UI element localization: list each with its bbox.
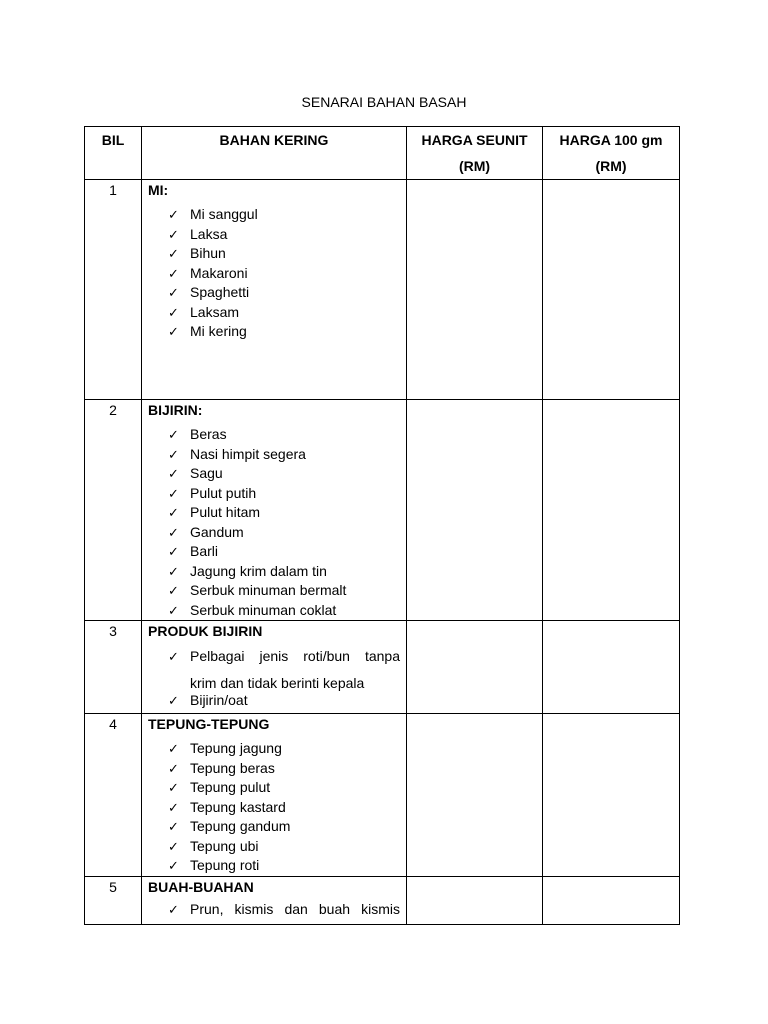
list-item: ✓ Laksam bbox=[168, 303, 406, 323]
list-item: ✓ Nasi himpit segera bbox=[168, 445, 406, 465]
list-item: ✓ Spaghetti bbox=[168, 283, 406, 303]
list-item: ✓ Tepung kastard bbox=[168, 798, 406, 818]
list-item: ✓ Bihun bbox=[168, 244, 406, 264]
check-icon: ✓ bbox=[168, 446, 179, 462]
list-item: ✓ Serbuk minuman coklat bbox=[168, 601, 406, 621]
check-icon: ✓ bbox=[168, 324, 179, 339]
check-icon: ✓ bbox=[168, 693, 179, 708]
check-icon: ✓ bbox=[168, 649, 179, 664]
list-item: ✓ Laksa bbox=[168, 225, 406, 245]
category-cell bbox=[142, 714, 407, 877]
list-item: ✓ Tepung gandum bbox=[168, 817, 406, 837]
list-item: ✓ Mi kering bbox=[168, 322, 406, 342]
table-row bbox=[85, 400, 680, 621]
list-item: ✓ Tepung roti bbox=[168, 856, 406, 876]
row-number: 2 bbox=[85, 400, 142, 621]
category-cell bbox=[142, 621, 407, 714]
list-item: ✓ Bijirin/oat bbox=[168, 691, 406, 711]
table-row bbox=[85, 714, 680, 877]
ingredient-table bbox=[84, 126, 680, 925]
row-number: 1 bbox=[85, 180, 142, 400]
category-label: BIJIRIN: bbox=[148, 402, 203, 418]
check-icon: ✓ bbox=[168, 602, 179, 618]
check-icon: ✓ bbox=[168, 466, 179, 481]
check-icon: ✓ bbox=[168, 505, 179, 520]
harga-100gm-cell[interactable] bbox=[543, 876, 680, 924]
harga-seunit-cell[interactable] bbox=[407, 876, 543, 924]
check-icon: ✓ bbox=[168, 485, 179, 501]
harga-seunit-cell[interactable] bbox=[407, 180, 543, 400]
row-number: 3 bbox=[85, 621, 142, 714]
header-bahan-kering: BAHAN KERING bbox=[142, 127, 407, 180]
category-label: PRODUK BIJIRIN bbox=[148, 623, 263, 639]
check-icon: ✓ bbox=[168, 901, 179, 917]
harga-seunit-cell[interactable] bbox=[407, 400, 543, 621]
check-icon: ✓ bbox=[168, 583, 179, 598]
header-harga-100gm: HARGA 100 gm (RM) bbox=[543, 127, 680, 180]
table-header-row bbox=[85, 127, 680, 180]
item-list bbox=[142, 205, 406, 342]
category-cell bbox=[142, 400, 407, 621]
harga-100gm-cell[interactable] bbox=[543, 400, 680, 621]
check-icon: ✓ bbox=[168, 819, 179, 834]
list-item: ✓ Makaroni bbox=[168, 264, 406, 284]
item-list bbox=[142, 900, 406, 920]
category-label: MI: bbox=[148, 182, 169, 198]
harga-100gm-cell[interactable] bbox=[543, 180, 680, 400]
check-icon: ✓ bbox=[168, 741, 179, 756]
list-item: ✓ Pulut putih bbox=[168, 484, 406, 504]
item-list bbox=[142, 425, 406, 620]
row-number: 5 bbox=[85, 876, 142, 924]
harga-100gm-cell[interactable] bbox=[543, 714, 680, 877]
list-item: ✓ Tepung jagung bbox=[168, 739, 406, 759]
page-title: SENARAI BAHAN BASAH bbox=[301, 94, 467, 110]
category-cell bbox=[142, 180, 407, 400]
table-row bbox=[85, 180, 680, 400]
item-list bbox=[142, 739, 406, 876]
category-label: BUAH-BUAHAN bbox=[148, 878, 254, 895]
list-item: ✓ Tepung beras bbox=[168, 759, 406, 779]
harga-seunit-cell[interactable] bbox=[407, 621, 543, 714]
check-icon: ✓ bbox=[168, 246, 179, 261]
check-icon: ✓ bbox=[168, 207, 179, 222]
check-icon: ✓ bbox=[168, 524, 179, 540]
list-item: ✓ Pulut hitam bbox=[168, 503, 406, 523]
list-item: ✓ Sagu bbox=[168, 464, 406, 484]
harga-100gm-cell[interactable] bbox=[543, 621, 680, 714]
list-item: ✓ Barli bbox=[168, 542, 406, 562]
list-item: ✓ Mi sanggul bbox=[168, 205, 406, 225]
list-item: ✓ Jagung krim dalam tin bbox=[168, 562, 406, 582]
check-icon: ✓ bbox=[168, 780, 179, 795]
table-row bbox=[85, 876, 680, 924]
row-number: 4 bbox=[85, 714, 142, 877]
check-icon: ✓ bbox=[168, 858, 179, 873]
check-icon: ✓ bbox=[168, 427, 179, 442]
list-item: ✓ Beras bbox=[168, 425, 406, 445]
check-icon: ✓ bbox=[168, 760, 179, 776]
list-item: ✓ Serbuk minuman bermalt bbox=[168, 581, 406, 601]
header-bil: BIL bbox=[85, 127, 142, 180]
check-icon: ✓ bbox=[168, 226, 179, 242]
check-icon: ✓ bbox=[168, 544, 179, 559]
category-label: TEPUNG-TEPUNG bbox=[148, 716, 270, 732]
list-item: ✓ Prun, kismis dan buah kismis bbox=[168, 900, 406, 920]
harga-seunit-cell[interactable] bbox=[407, 714, 543, 877]
check-icon: ✓ bbox=[168, 304, 179, 320]
item-list bbox=[142, 643, 406, 711]
list-item: ✓ Pelbagai jenis roti/bun tanpa krim dan tidak berinti kepala bbox=[168, 643, 406, 697]
check-icon: ✓ bbox=[168, 838, 179, 854]
check-icon: ✓ bbox=[168, 265, 179, 281]
list-item: ✓ Gandum bbox=[168, 523, 406, 543]
header-harga-seunit: HARGA SEUNIT (RM) bbox=[407, 127, 543, 180]
list-item: ✓ Tepung ubi bbox=[168, 837, 406, 857]
check-icon: ✓ bbox=[168, 563, 179, 579]
table-row bbox=[85, 621, 680, 714]
check-icon: ✓ bbox=[168, 285, 179, 300]
category-cell bbox=[142, 876, 407, 924]
check-icon: ✓ bbox=[168, 799, 179, 815]
list-item: ✓ Tepung pulut bbox=[168, 778, 406, 798]
